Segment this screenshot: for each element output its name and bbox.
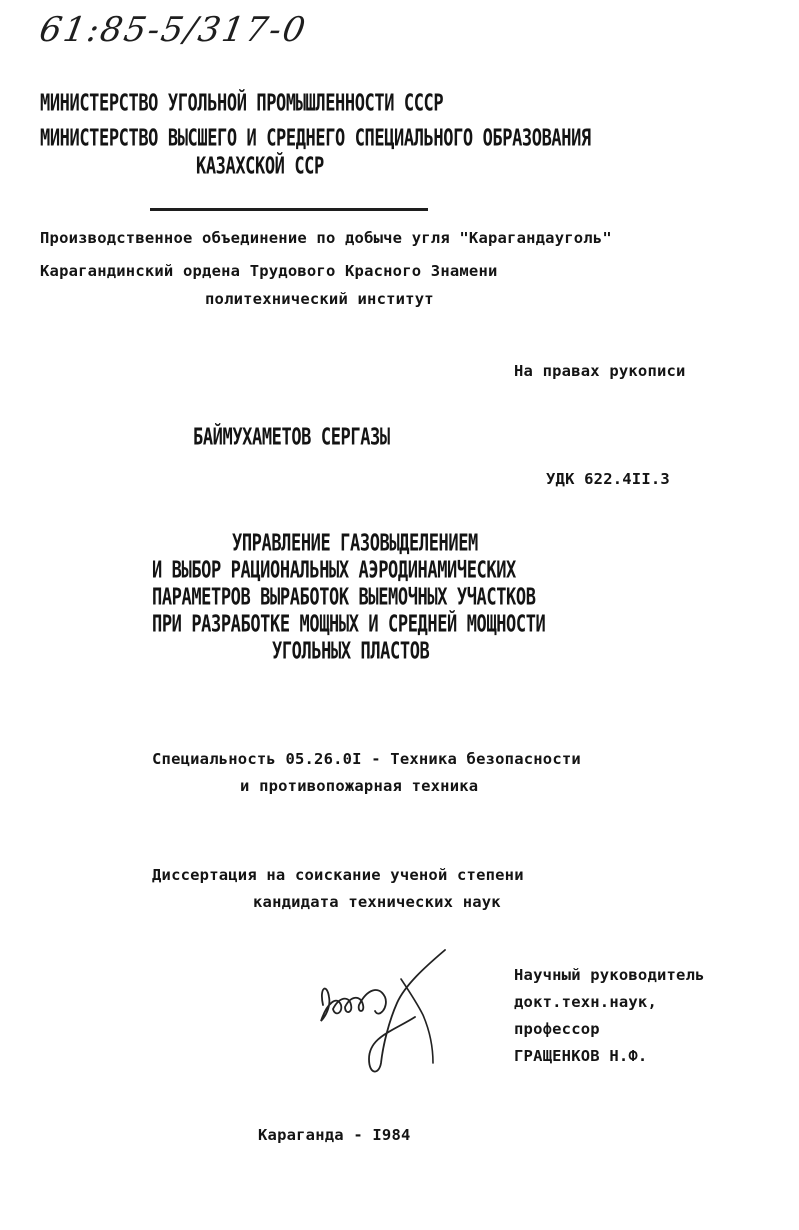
title-line: И ВЫБОР РАЦИОНАЛЬНЫХ АЭРОДИНАМИЧЕСКИХ <box>152 557 516 584</box>
horizontal-rule <box>150 208 428 211</box>
title-line: УПРАВЛЕНИЕ ГАЗОВЫДЕЛЕНИЕМ <box>232 530 478 557</box>
ministry-kazakh-ssr: КАЗАХСКОЙ ССР <box>196 153 324 180</box>
title-line: ПРИ РАЗРАБОТКЕ МОЩНЫХ И СРЕДНЕЙ МОЩНОСТИ <box>152 611 546 638</box>
udc-code: УДК 622.4II.3 <box>546 470 670 488</box>
place-and-year: Караганда - I984 <box>258 1126 411 1144</box>
supervisor-role: Научный руководитель <box>514 966 705 984</box>
handwritten-archive-mark: 61:85-5/317-0 <box>36 10 311 50</box>
title-line: УГОЛЬНЫХ ПЛАСТОВ <box>272 638 430 665</box>
production-association: Производственное объединение по добыче угля "Карагандауголь" <box>40 229 612 247</box>
author-name: БАЙМУХАМЕТОВ СЕРГАЗЫ <box>193 424 390 451</box>
ministry-coal-industry: МИНИСТЕРСТВО УГОЛЬНОЙ ПРОМЫШЛЕННОСТИ СССР <box>40 90 444 117</box>
dissertation-line1: Диссертация на соискание ученой степени <box>152 866 524 884</box>
supervisor-name: ГРАЩЕНКОВ Н.Ф. <box>514 1047 648 1065</box>
manuscript-rights: На правах рукописи <box>514 362 686 380</box>
ministry-higher-education: МИНИСТЕРСТВО ВЫСШЕГО И СРЕДНЕГО СПЕЦИАЛЬНОГО ОБРАЗОВАНИЯ <box>40 125 591 152</box>
supervisor-degree: докт.техн.наук, <box>514 993 657 1011</box>
specialty-line2: и противопожарная техника <box>240 777 479 795</box>
dissertation-line2: кандидата технических наук <box>253 893 501 911</box>
institute-name: Карагандинский ордена Трудового Красного Знамени <box>40 262 498 280</box>
specialty-line1: Специальность 05.26.0I - Техника безопасности <box>152 750 581 768</box>
title-line: ПАРАМЕТРОВ ВЫРАБОТОК ВЫЕМОЧНЫХ УЧАСТКОВ <box>152 584 536 611</box>
institute-type: политехнический институт <box>205 290 434 308</box>
supervisor-title: профессор <box>514 1020 600 1038</box>
signature-image <box>305 945 455 1080</box>
